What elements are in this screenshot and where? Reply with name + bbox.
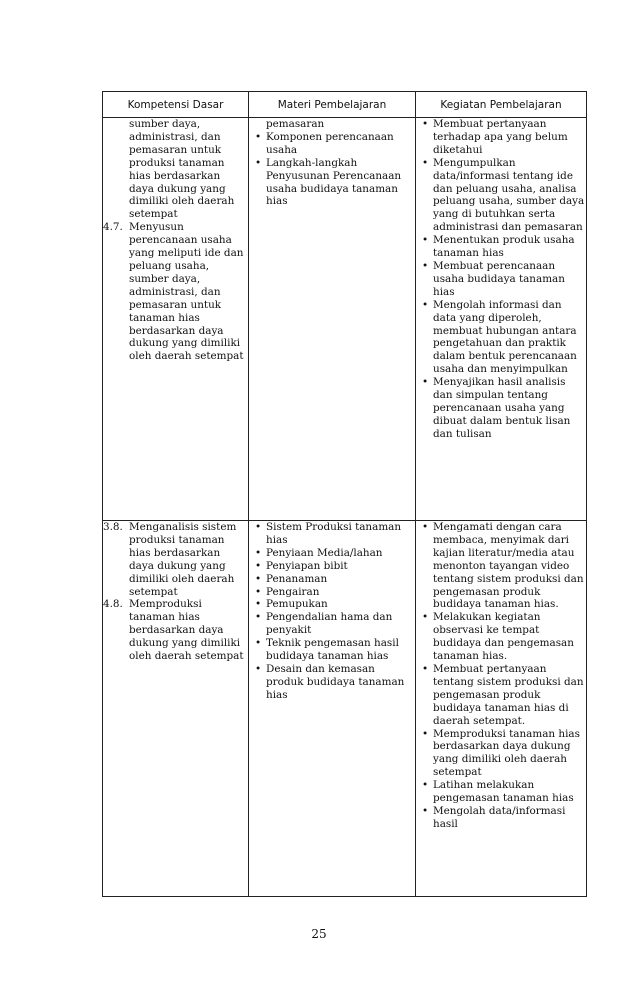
- table-row: [103, 118, 587, 521]
- list-item: • Langkah-langkah Penyusunan Perencanaan usaha budidaya tanaman hias: [249, 157, 415, 209]
- list-item: • Mengolah informasi dan data yang diperoleh, membuat hubungan antara pengetahuan dan praktik dalam bentuk perencanaan usaha dan menyimpulkan: [416, 299, 586, 376]
- list-item: • Latihan melakukan pengemasan tanaman hias: [416, 779, 586, 805]
- learning-table: [102, 91, 587, 897]
- kegiatan-list: [416, 521, 586, 831]
- kd-text: Menyusun perencanaan usaha yang meliputi ide dan peluang usaha, sumber daya, administrasi, dan pemasaran untuk tanaman hias berdasarkan daya dukung yang dimiliki oleh daerah setempat: [129, 221, 244, 363]
- list-item: • Membuat pertanyaan terhadap apa yang belum diketahui: [416, 118, 586, 157]
- header-kegiatan-pembelajaran: Kegiatan Pembelajaran: [416, 92, 587, 118]
- list-item: • Pengairan: [249, 586, 415, 599]
- kegiatan-cell: [416, 118, 587, 521]
- kd-continued: [103, 118, 248, 221]
- materi-cell: [249, 118, 416, 521]
- list-item: • Penyiapan bibit: [249, 560, 415, 573]
- page-number: 25: [311, 927, 327, 941]
- list-item: • Penanaman: [249, 573, 415, 586]
- list-item: • Desain dan kemasan produk budidaya tanaman hias: [249, 663, 415, 702]
- kd-number: 4.7.: [103, 221, 123, 234]
- list-item: • Teknik pengemasan hasil budidaya tanaman hias: [249, 637, 415, 663]
- table-header-row: [103, 92, 587, 118]
- kd-cell: [103, 521, 249, 897]
- list-item: • Memproduksi tanaman hias berdasarkan daya dukung yang dimiliki oleh daerah setempat: [416, 728, 586, 780]
- materi-list: [249, 521, 415, 702]
- kd-item: [103, 521, 248, 598]
- list-item: • Melakukan kegiatan observasi ke tempat budidaya dan pengemasan tanaman hias.: [416, 611, 586, 663]
- header-kompetensi-dasar: Kompetensi Dasar: [103, 92, 249, 118]
- kd-item: [103, 221, 248, 363]
- header-materi-pembelajaran: Materi Pembelajaran: [249, 92, 416, 118]
- list-item: • Menentukan produk usaha tanaman hias: [416, 234, 586, 260]
- kd-number: 4.8.: [103, 598, 123, 611]
- materi-list: [249, 131, 415, 208]
- kd-text: Menganalisis sistem produksi tanaman hias berdasarkan daya dukung yang dimiliki oleh daerah setempat: [129, 521, 237, 598]
- kd-continued-text: sumber daya, administrasi, dan pemasaran untuk produksi tanaman hias berdasarkan daya dukung yang dimiliki oleh daerah setempat: [129, 118, 235, 221]
- list-item: • Membuat perencanaan usaha budidaya tanaman hias: [416, 260, 586, 299]
- kd-item: [103, 598, 248, 663]
- list-item: • Penyiaan Media/lahan: [249, 547, 415, 560]
- list-item: • Membuat pertanyaan tentang sistem produksi dan pengemasan produk budidaya tanaman hias di daerah setempat.: [416, 663, 586, 728]
- list-item: • Mengolah data/informasi hasil: [416, 805, 586, 831]
- list-item: • Pengendalian hama dan penyakit: [249, 611, 415, 637]
- table-row: [103, 521, 587, 897]
- materi-cell: [249, 521, 416, 897]
- kegiatan-list: [416, 118, 586, 441]
- list-item: • Menyajikan hasil analisis dan simpulan tentang perencanaan usaha yang dibuat dalam bentuk lisan dan tulisan: [416, 376, 586, 441]
- kd-number: 3.8.: [103, 521, 123, 533]
- list-item: • Mengumpulkan data/informasi tentang ide dan peluang usaha, analisa peluang usaha, sumber daya yang di butuhkan serta administrasi dan pemasaran: [416, 157, 586, 234]
- materi-continued: pemasaran: [266, 118, 325, 130]
- list-item: • Komponen perencanaan usaha: [249, 131, 415, 157]
- list-item: • Sistem Produksi tanaman hias: [249, 521, 415, 547]
- kegiatan-cell: [416, 521, 587, 897]
- kd-cell: [103, 118, 249, 521]
- list-item: • Mengamati dengan cara membaca, menyimak dari kajian literatur/media atau menonton tayangan video tentang sistem produksi dan pengemasan produk budidaya tanaman hias.: [416, 521, 586, 611]
- list-item: • Pemupukan: [249, 598, 415, 611]
- kd-text: Memproduksi tanaman hias berdasarkan daya dukung yang dimiliki oleh daerah setempat: [129, 598, 244, 663]
